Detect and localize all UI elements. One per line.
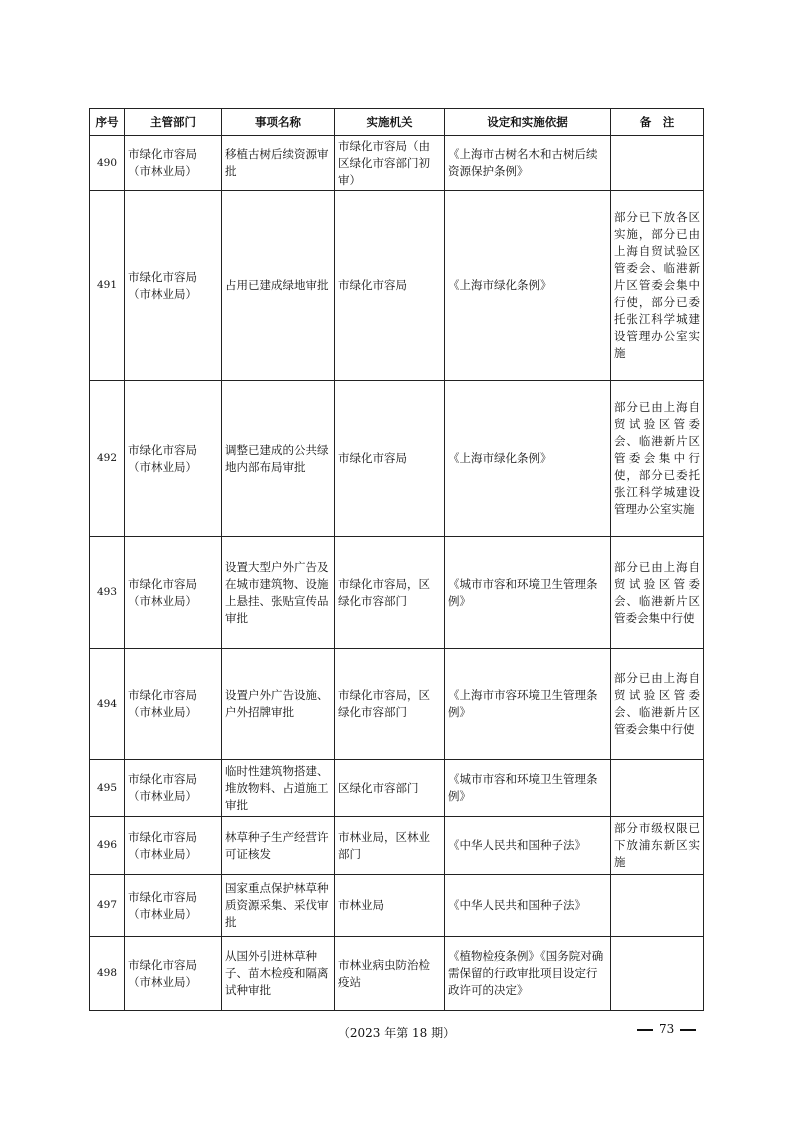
row-item-name: 从国外引进林草种子、苗木检疫和隔离试种审批 — [222, 937, 335, 1011]
row-department: 市绿化市容局（市林业局） — [125, 191, 222, 381]
row-item-name: 调整已建成的公共绿地内部布局审批 — [222, 381, 335, 537]
row-remark: 部分已由上海自贸试验区管委会、临港新片区管委会集中行使，部分已委托张江科学城建设管理办公室实施 — [611, 381, 704, 537]
row-remark — [611, 875, 704, 937]
header-basis: 设定和实施依据 — [445, 109, 611, 136]
table-row — [90, 537, 704, 649]
row-number: 494 — [90, 649, 125, 760]
row-agency: 市林业局 — [335, 875, 445, 937]
approval-items-table — [89, 108, 704, 1011]
table-row — [90, 817, 704, 875]
row-item-name: 临时性建筑物搭建、堆放物料、占道施工审批 — [222, 760, 335, 817]
row-agency: 区绿化市容部门 — [335, 760, 445, 817]
row-remark: 部分市级权限已下放浦东新区实施 — [611, 817, 704, 875]
header-remark: 备 注 — [611, 109, 704, 136]
header-serial-number: 序号 — [90, 109, 125, 136]
row-remark: 部分已由上海自贸试验区管委会、临港新片区管委会集中行使 — [611, 649, 704, 760]
row-basis: 《上海市市容环境卫生管理条例》 — [445, 649, 611, 760]
table-row — [90, 191, 704, 381]
header-agency: 实施机关 — [335, 109, 445, 136]
row-department: 市绿化市容局（市林业局） — [125, 136, 222, 191]
header-item-name: 事项名称 — [222, 109, 335, 136]
row-department: 市绿化市容局（市林业局） — [125, 381, 222, 537]
page-dash-left — [637, 1029, 653, 1031]
row-number: 497 — [90, 875, 125, 937]
row-number: 493 — [90, 537, 125, 649]
row-department: 市绿化市容局（市林业局） — [125, 760, 222, 817]
row-number: 496 — [90, 817, 125, 875]
issue-number: （2023 年第 18 期） — [337, 1026, 456, 1040]
row-item-name: 占用已建成绿地审批 — [222, 191, 335, 381]
row-item-name: 林草种子生产经营许可证核发 — [222, 817, 335, 875]
row-agency: 市绿化市容局 — [335, 191, 445, 381]
row-agency: 市绿化市容局（由区绿化市容部门初审） — [335, 136, 445, 191]
row-agency: 市绿化市容局 — [335, 381, 445, 537]
row-basis: 《上海市古树名木和古树后续资源保护条例》 — [445, 136, 611, 191]
row-remark: 部分已由上海自贸试验区管委会、临港新片区管委会集中行使 — [611, 537, 704, 649]
row-item-name: 移植古树后续资源审批 — [222, 136, 335, 191]
row-remark — [611, 760, 704, 817]
row-basis: 《上海市绿化条例》 — [445, 191, 611, 381]
row-department: 市绿化市容局（市林业局） — [125, 875, 222, 937]
table-row — [90, 649, 704, 760]
table-row — [90, 937, 704, 1011]
row-remark — [611, 136, 704, 191]
row-basis: 《中华人民共和国种子法》 — [445, 817, 611, 875]
row-agency: 市绿化市容局，区绿化市容部门 — [335, 537, 445, 649]
row-item-name: 国家重点保护林草种质资源采集、采伐审批 — [222, 875, 335, 937]
row-number: 490 — [90, 136, 125, 191]
row-number: 491 — [90, 191, 125, 381]
row-number: 495 — [90, 760, 125, 817]
row-agency: 市林业病虫防治检疫站 — [335, 937, 445, 1011]
row-basis: 《上海市绿化条例》 — [445, 381, 611, 537]
row-department: 市绿化市容局（市林业局） — [125, 537, 222, 649]
row-remark — [611, 937, 704, 1011]
header-department: 主管部门 — [125, 109, 222, 136]
table-row — [90, 381, 704, 537]
row-department: 市绿化市容局（市林业局） — [125, 649, 222, 760]
row-basis: 《植物检疫条例》《国务院对确需保留的行政审批项目设定行政许可的决定》 — [445, 937, 611, 1011]
row-department: 市绿化市容局（市林业局） — [125, 937, 222, 1011]
page-number: 73 — [659, 1022, 675, 1036]
table-row — [90, 875, 704, 937]
row-department: 市绿化市容局（市林业局） — [125, 817, 222, 875]
row-item-name: 设置户外广告设施、户外招牌审批 — [222, 649, 335, 760]
row-remark: 部分已下放各区实施，部分已由上海自贸试验区管委会、临港新片区管委会集中行使，部分已委托张江科学城建设管理办公室实施 — [611, 191, 704, 381]
row-basis: 《城市市容和环境卫生管理条例》 — [445, 537, 611, 649]
table-row — [90, 760, 704, 817]
page-number-block — [631, 1022, 702, 1036]
row-basis: 《中华人民共和国种子法》 — [445, 875, 611, 937]
row-basis: 《城市市容和环境卫生管理条例》 — [445, 760, 611, 817]
row-item-name: 设置大型户外广告及在城市建筑物、设施上悬挂、张贴宣传品审批 — [222, 537, 335, 649]
row-agency: 市绿化市容局，区绿化市容部门 — [335, 649, 445, 760]
row-agency: 市林业局，区林业部门 — [335, 817, 445, 875]
page-dash-right — [680, 1029, 696, 1031]
row-number: 492 — [90, 381, 125, 537]
table-row — [90, 136, 704, 191]
row-number: 498 — [90, 937, 125, 1011]
table-header-row — [90, 109, 704, 136]
